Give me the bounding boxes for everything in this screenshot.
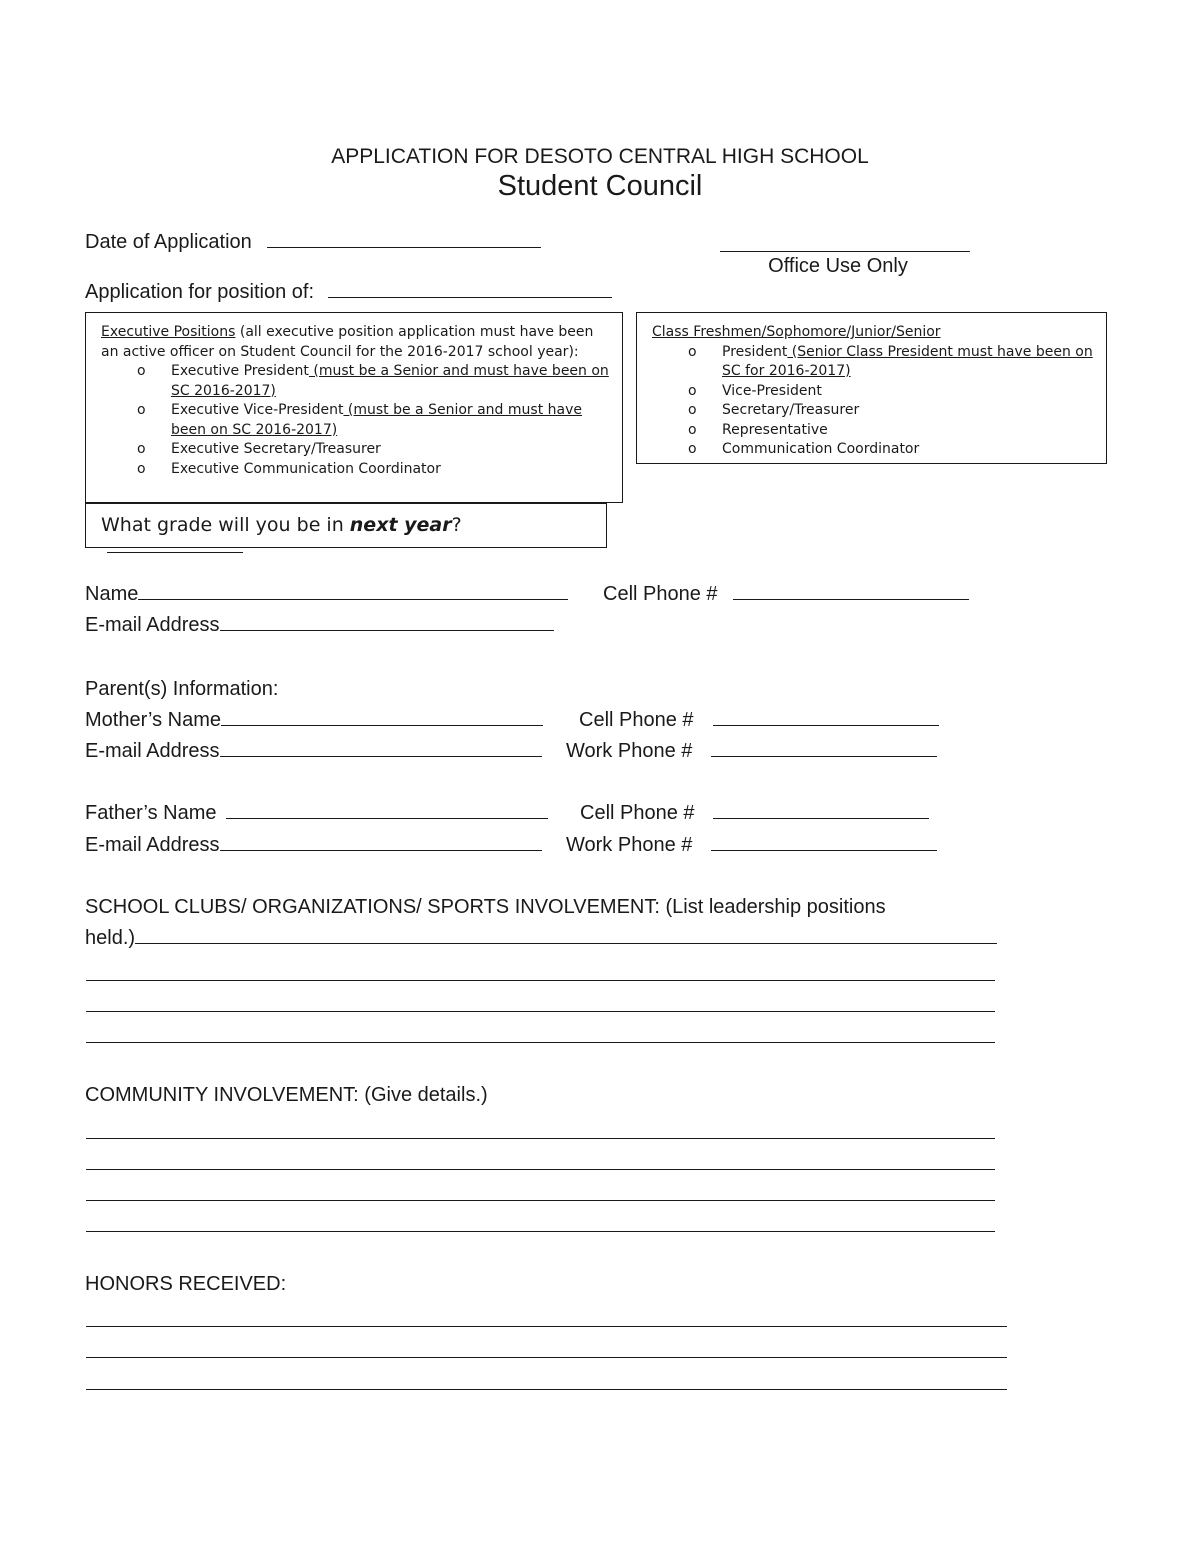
student-cell-field[interactable] [733,598,969,600]
list-item-label: Executive Secretary/Treasurer [171,441,381,457]
bullet-icon: o [688,382,697,399]
list-item [101,440,612,460]
executive-positions-intro [101,323,612,362]
list-item-label: Secretary/Treasurer [722,402,860,418]
honors-heading: HONORS RECEIVED: [85,1273,287,1295]
mother-email-row [85,740,542,763]
student-email-label: E-mail Address [85,614,220,636]
student-name-field[interactable] [138,598,568,600]
mother-work-field[interactable] [711,755,937,757]
clubs-heading-cont [85,927,997,950]
list-item-note: (Senior Class President must have been on SC for 2016-2017) [722,343,1093,379]
executive-positions-heading: Executive Positions [101,324,236,340]
list-item [101,362,612,401]
mother-cell-field[interactable] [713,724,939,726]
list-item [652,382,1096,402]
bullet-icon: o [137,363,146,379]
bullet-icon: o [688,343,697,360]
page-title: Student Council [497,170,703,202]
father-email-row [85,834,542,857]
executive-positions-box [85,312,623,503]
community-line-field[interactable] [86,1231,995,1232]
clubs-line-field[interactable] [86,1011,995,1012]
student-cell-label: Cell Phone # [603,583,718,605]
father-name-label: Father’s Name [85,802,217,824]
list-item [652,421,1096,441]
list-item [652,440,1096,460]
father-cell-label: Cell Phone # [580,802,695,824]
list-item-note: (must be a Senior and must have been on SC 2016-2017) [171,363,609,399]
mother-work-row [566,740,937,763]
bullet-icon: o [688,402,697,418]
father-cell-field[interactable] [713,817,929,819]
grade-question-emphasis: next year [349,514,452,536]
class-positions-heading: Class Freshmen/Sophomore/Junior/Senior [652,324,941,340]
list-item-label: Executive Vice-President [171,402,344,418]
student-name-row [85,583,568,606]
list-item [652,401,1096,421]
student-name-label: Name [85,583,139,605]
position-label: Application for position of: [85,281,315,303]
clubs-line-field[interactable] [135,942,997,944]
list-item [101,460,612,480]
bullet-icon: o [688,441,697,457]
father-name-field[interactable] [226,817,548,819]
bullet-icon: o [688,421,697,438]
grade-box [85,503,607,548]
office-use-label: Office Use Only [768,255,908,277]
bullet-icon: o [137,460,146,477]
mother-cell-label: Cell Phone # [579,709,694,731]
father-work-row [566,834,937,857]
position-row [85,281,612,304]
mother-email-label: E-mail Address [85,740,220,762]
mother-cell-row [579,709,939,732]
father-cell-row [580,802,929,825]
date-of-application-row [85,231,541,254]
position-field[interactable] [328,296,612,298]
honors-line-field[interactable] [86,1326,1007,1327]
list-item-label: Executive President [171,363,309,379]
bullet-icon: o [137,402,146,418]
father-work-label: Work Phone # [566,834,693,856]
father-work-field[interactable] [711,849,937,851]
list-item-label: Executive Communication Coordinator [171,460,441,477]
student-email-row [85,614,554,637]
list-item-label: Vice-President [722,382,822,399]
clubs-heading-end: held.) [85,927,136,949]
honors-line-field[interactable] [86,1389,1007,1390]
list-item [101,401,612,440]
list-item-label: President [722,343,788,360]
bullet-icon: o [137,441,146,457]
mother-work-label: Work Phone # [566,740,693,762]
list-item-note: (must be a Senior and must have been on SC 2016-2017) [171,402,582,438]
honors-line-field[interactable] [86,1357,1007,1358]
clubs-line-field[interactable] [86,980,995,981]
student-email-field[interactable] [220,629,554,631]
mother-name-field[interactable] [221,724,543,726]
list-item [652,343,1096,382]
community-line-field[interactable] [86,1169,995,1170]
grade-field[interactable] [107,551,243,553]
grade-question-suffix: ? [451,514,462,536]
father-email-field[interactable] [220,849,542,851]
clubs-heading: SCHOOL CLUBS/ ORGANIZATIONS/ SPORTS INVOLVEMENT: (List leadership positions [85,896,886,918]
community-heading: COMMUNITY INVOLVEMENT: (Give details.) [85,1084,488,1106]
list-item-label: Communication Coordinator [722,441,920,457]
father-email-label: E-mail Address [85,834,220,856]
community-line-field[interactable] [86,1138,995,1139]
executive-positions-note: (all executive position application must have been an active officer on Student Council for the 2016-2017 school year): [101,324,594,360]
mother-name-label: Mother’s Name [85,709,221,731]
parents-heading: Parent(s) Information: [85,678,279,700]
student-cell-row [603,583,969,606]
list-item-label: Representative [722,421,828,438]
father-name-row [85,802,548,825]
date-of-application-label: Date of Application [85,231,252,253]
mother-name-row [85,709,543,732]
date-of-application-field[interactable] [267,246,541,248]
office-use-field[interactable] [720,251,970,252]
grade-question-prefix: What grade will you be in [101,514,350,536]
header-line1: APPLICATION FOR DESOTO CENTRAL HIGH SCHOOL [331,145,869,168]
clubs-line-field[interactable] [86,1042,995,1043]
class-positions-box [636,312,1107,464]
mother-email-field[interactable] [220,755,542,757]
community-line-field[interactable] [86,1200,995,1201]
